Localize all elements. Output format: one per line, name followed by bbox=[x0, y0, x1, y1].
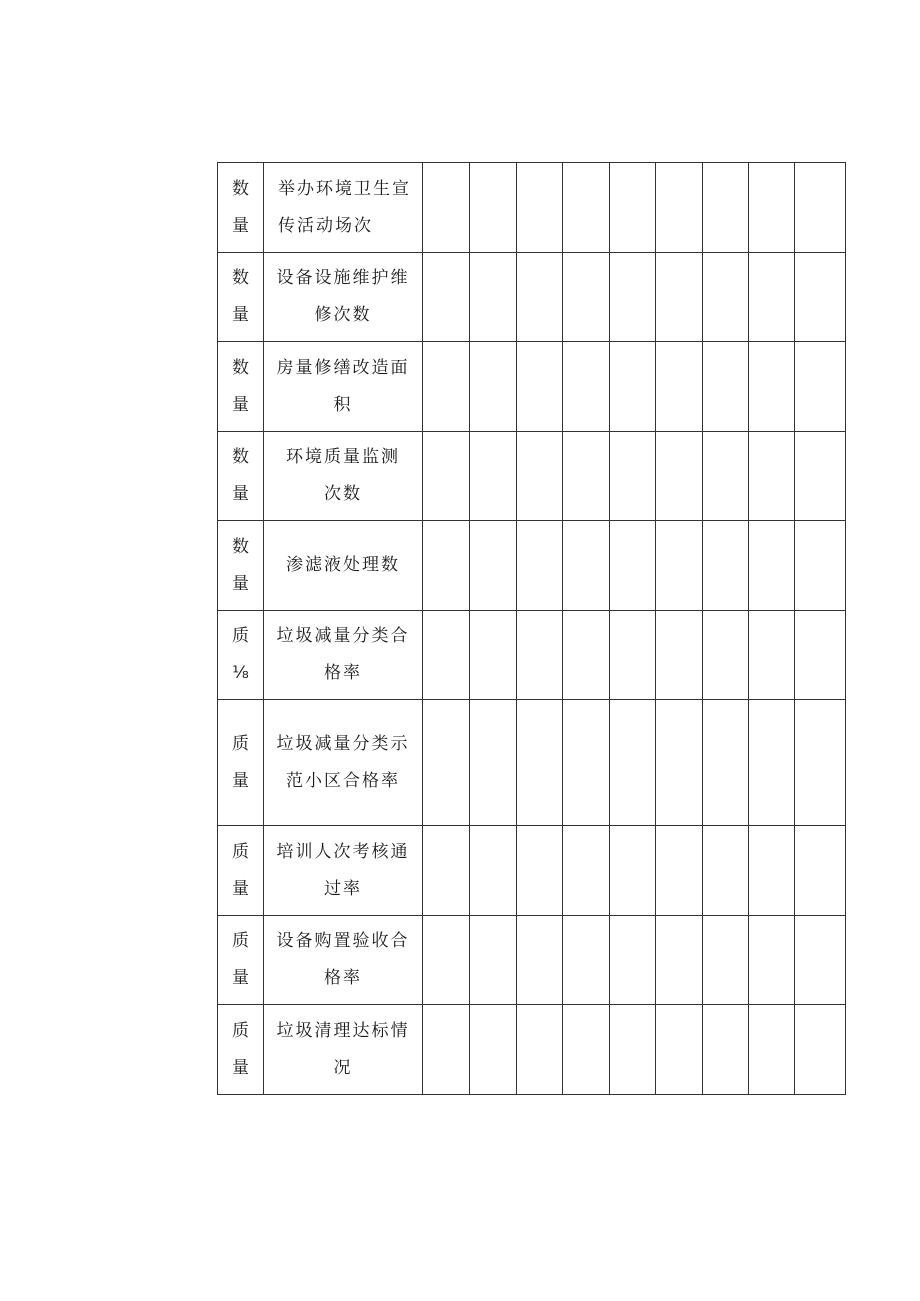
value-cell[interactable] bbox=[610, 521, 656, 611]
category-char: 数 bbox=[232, 357, 249, 378]
value-cell[interactable] bbox=[656, 1005, 703, 1095]
indicator-line: 培训人次考核通 bbox=[276, 841, 410, 862]
indicator-line: 举办环境卫生宣 bbox=[278, 178, 411, 199]
category-cell bbox=[218, 916, 264, 1005]
indicator-cell bbox=[264, 916, 423, 1005]
value-cell[interactable] bbox=[423, 163, 470, 253]
indicator-line: 设备设施维护维 bbox=[276, 268, 410, 288]
value-cell[interactable] bbox=[656, 611, 703, 700]
table-row bbox=[218, 611, 846, 700]
indicator-cell bbox=[264, 700, 423, 826]
category-char: 质 bbox=[232, 733, 249, 754]
value-cell[interactable] bbox=[749, 826, 795, 916]
table-row bbox=[218, 163, 846, 253]
category-char: 量 bbox=[232, 968, 249, 988]
value-cell[interactable] bbox=[610, 253, 656, 342]
category-char: 量 bbox=[232, 394, 249, 415]
value-cell[interactable] bbox=[563, 916, 610, 1005]
indicator-line: 修次数 bbox=[314, 305, 372, 325]
value-cell[interactable] bbox=[795, 1005, 846, 1095]
value-cell[interactable] bbox=[749, 163, 795, 253]
value-cell[interactable] bbox=[795, 826, 846, 916]
value-cell[interactable] bbox=[749, 1005, 795, 1095]
value-cell[interactable] bbox=[517, 342, 563, 432]
value-cell[interactable] bbox=[795, 916, 846, 1005]
value-cell[interactable] bbox=[610, 826, 656, 916]
value-cell[interactable] bbox=[470, 611, 517, 700]
table-row bbox=[218, 700, 846, 826]
indicator-line: 传活动场次 bbox=[278, 215, 373, 236]
value-cell[interactable] bbox=[423, 611, 470, 700]
table-row bbox=[218, 1005, 846, 1095]
category-char: 数 bbox=[232, 536, 249, 557]
category-char: 量 bbox=[232, 484, 249, 504]
indicator-line: 垃圾减量分类合 bbox=[276, 626, 410, 646]
category-char: 质 bbox=[232, 841, 249, 862]
value-cell[interactable] bbox=[610, 432, 656, 521]
indicator-cell bbox=[264, 611, 423, 700]
indicator-table bbox=[217, 162, 846, 1095]
value-cell[interactable] bbox=[703, 916, 749, 1005]
value-cell[interactable] bbox=[749, 700, 795, 826]
category-cell bbox=[218, 253, 264, 342]
indicator-cell bbox=[264, 432, 423, 521]
value-cell[interactable] bbox=[610, 342, 656, 432]
category-char: 量 bbox=[232, 1057, 249, 1078]
value-cell[interactable] bbox=[795, 700, 846, 826]
value-cell[interactable] bbox=[423, 700, 470, 826]
indicator-line: 渗滤液处理数 bbox=[286, 555, 400, 575]
indicator-line: 环境质量监测 bbox=[286, 447, 400, 467]
indicator-cell bbox=[264, 342, 423, 432]
category-cell bbox=[218, 521, 264, 611]
value-cell[interactable] bbox=[470, 253, 517, 342]
value-cell[interactable] bbox=[563, 521, 610, 611]
category-cell bbox=[218, 1005, 264, 1095]
category-char: 量 bbox=[232, 573, 249, 594]
category-cell bbox=[218, 826, 264, 916]
value-cell[interactable] bbox=[423, 916, 470, 1005]
value-cell[interactable] bbox=[749, 521, 795, 611]
value-cell[interactable] bbox=[517, 521, 563, 611]
indicator-line: 垃圾清理达标情 bbox=[276, 1020, 410, 1041]
value-cell[interactable] bbox=[749, 611, 795, 700]
category-cell bbox=[218, 611, 264, 700]
value-cell[interactable] bbox=[656, 916, 703, 1005]
value-cell[interactable] bbox=[656, 432, 703, 521]
category-char: 数 bbox=[232, 268, 249, 288]
value-cell[interactable] bbox=[470, 1005, 517, 1095]
value-cell[interactable] bbox=[470, 916, 517, 1005]
value-cell[interactable] bbox=[749, 253, 795, 342]
indicator-line: 范小区合格率 bbox=[286, 770, 400, 791]
value-cell[interactable] bbox=[703, 253, 749, 342]
value-cell[interactable] bbox=[517, 916, 563, 1005]
value-cell[interactable] bbox=[423, 1005, 470, 1095]
value-cell[interactable] bbox=[656, 826, 703, 916]
value-cell[interactable] bbox=[517, 253, 563, 342]
value-cell[interactable] bbox=[470, 826, 517, 916]
value-cell[interactable] bbox=[749, 432, 795, 521]
category-char: ⅛ bbox=[232, 663, 249, 683]
value-cell[interactable] bbox=[423, 826, 470, 916]
category-char: 数 bbox=[232, 178, 249, 199]
category-cell bbox=[218, 432, 264, 521]
value-cell[interactable] bbox=[563, 611, 610, 700]
table-row bbox=[218, 432, 846, 521]
indicator-line: 格率 bbox=[324, 968, 362, 988]
category-char: 质 bbox=[232, 626, 249, 646]
table-row bbox=[218, 916, 846, 1005]
value-cell[interactable] bbox=[517, 163, 563, 253]
value-cell[interactable] bbox=[610, 163, 656, 253]
indicator-line: 积 bbox=[333, 394, 353, 415]
indicator-line: 房量修缮改造面 bbox=[276, 357, 410, 378]
indicator-line: 垃圾减量分类示 bbox=[276, 733, 410, 754]
value-cell[interactable] bbox=[795, 432, 846, 521]
category-char: 量 bbox=[232, 215, 249, 236]
category-char: 质 bbox=[232, 931, 249, 951]
value-cell[interactable] bbox=[423, 342, 470, 432]
value-cell[interactable] bbox=[703, 432, 749, 521]
value-cell[interactable] bbox=[470, 342, 517, 432]
value-cell[interactable] bbox=[470, 521, 517, 611]
table-row bbox=[218, 521, 846, 611]
value-cell[interactable] bbox=[563, 1005, 610, 1095]
table-row bbox=[218, 826, 846, 916]
value-cell[interactable] bbox=[749, 342, 795, 432]
value-cell[interactable] bbox=[517, 432, 563, 521]
value-cell[interactable] bbox=[703, 826, 749, 916]
indicator-cell bbox=[264, 1005, 423, 1095]
value-cell[interactable] bbox=[423, 253, 470, 342]
value-cell[interactable] bbox=[470, 700, 517, 826]
indicator-line: 格率 bbox=[324, 663, 362, 683]
value-cell[interactable] bbox=[656, 700, 703, 826]
category-char: 量 bbox=[232, 305, 249, 325]
category-cell bbox=[218, 342, 264, 432]
value-cell[interactable] bbox=[517, 826, 563, 916]
value-cell[interactable] bbox=[703, 1005, 749, 1095]
value-cell[interactable] bbox=[703, 521, 749, 611]
value-cell[interactable] bbox=[610, 611, 656, 700]
value-cell[interactable] bbox=[563, 432, 610, 521]
value-cell[interactable] bbox=[423, 521, 470, 611]
value-cell[interactable] bbox=[703, 611, 749, 700]
value-cell[interactable] bbox=[563, 826, 610, 916]
indicator-line: 设备购置验收合 bbox=[276, 931, 410, 951]
value-cell[interactable] bbox=[795, 521, 846, 611]
value-cell[interactable] bbox=[703, 342, 749, 432]
category-char: 量 bbox=[232, 878, 249, 899]
category-cell bbox=[218, 700, 264, 826]
category-char: 质 bbox=[232, 1020, 249, 1041]
table-row bbox=[218, 253, 846, 342]
indicator-cell bbox=[264, 163, 423, 253]
value-cell[interactable] bbox=[563, 342, 610, 432]
value-cell[interactable] bbox=[470, 432, 517, 521]
value-cell[interactable] bbox=[703, 163, 749, 253]
value-cell[interactable] bbox=[517, 1005, 563, 1095]
indicator-cell bbox=[264, 253, 423, 342]
value-cell[interactable] bbox=[703, 700, 749, 826]
indicator-line: 况 bbox=[333, 1057, 353, 1078]
indicator-cell bbox=[264, 521, 423, 611]
value-cell[interactable] bbox=[563, 700, 610, 826]
indicator-cell bbox=[264, 826, 423, 916]
value-cell[interactable] bbox=[656, 521, 703, 611]
value-cell[interactable] bbox=[610, 1005, 656, 1095]
value-cell[interactable] bbox=[795, 253, 846, 342]
indicator-line: 次数 bbox=[324, 484, 362, 504]
indicator-line: 过率 bbox=[324, 878, 362, 899]
value-cell[interactable] bbox=[656, 253, 703, 342]
value-cell[interactable] bbox=[423, 432, 470, 521]
category-cell bbox=[218, 163, 264, 253]
category-char: 量 bbox=[232, 770, 249, 791]
value-cell[interactable] bbox=[656, 342, 703, 432]
value-cell[interactable] bbox=[795, 163, 846, 253]
value-cell[interactable] bbox=[610, 916, 656, 1005]
value-cell[interactable] bbox=[470, 163, 517, 253]
value-cell[interactable] bbox=[517, 700, 563, 826]
value-cell[interactable] bbox=[656, 163, 703, 253]
value-cell[interactable] bbox=[795, 611, 846, 700]
value-cell[interactable] bbox=[563, 253, 610, 342]
table-row bbox=[218, 342, 846, 432]
category-char: 数 bbox=[232, 447, 249, 467]
value-cell[interactable] bbox=[749, 916, 795, 1005]
value-cell[interactable] bbox=[517, 611, 563, 700]
value-cell[interactable] bbox=[563, 163, 610, 253]
value-cell[interactable] bbox=[795, 342, 846, 432]
value-cell[interactable] bbox=[610, 700, 656, 826]
